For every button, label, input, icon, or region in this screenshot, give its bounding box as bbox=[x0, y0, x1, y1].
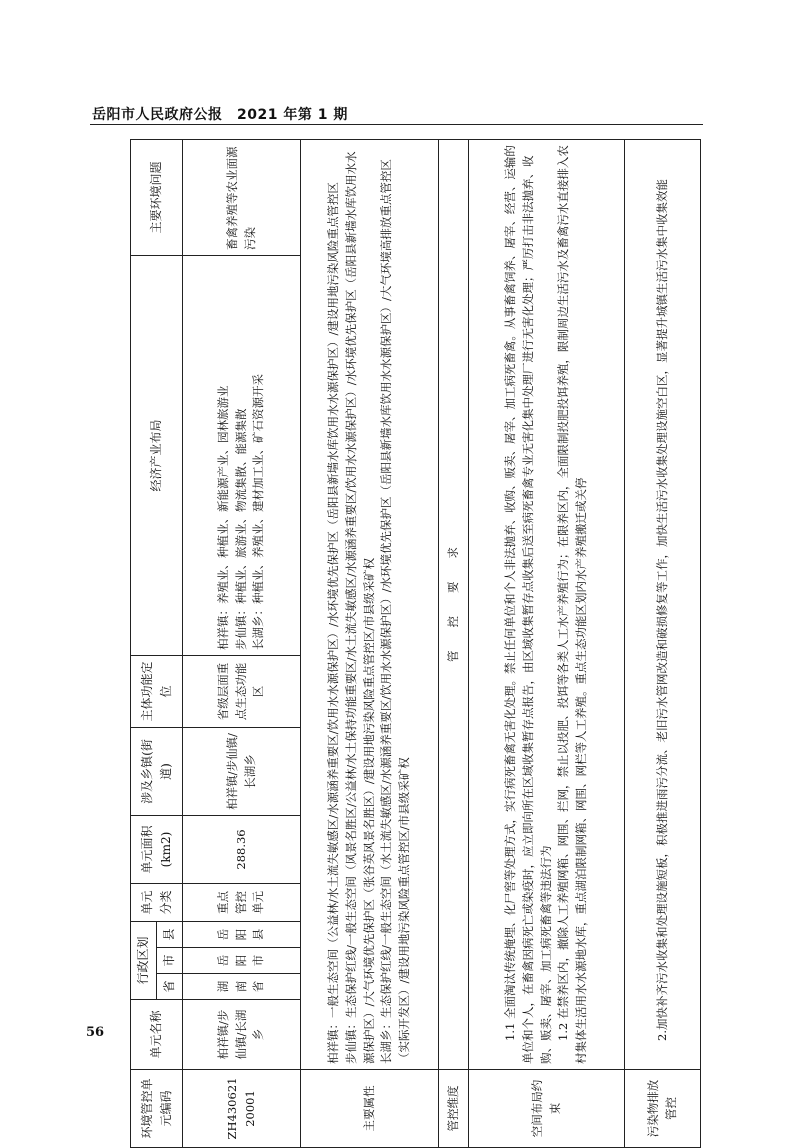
cell-area: 288.36 bbox=[183, 816, 301, 884]
attr-baixiang: 柏祥镇：一般生态空间（公益林/水土流失敏感区/水源涵养重要区/饮用水水源保护区）/水环境优先保护区（岳阳县新墙水库饮用水水源保护区）/建设用地污染风险重点管控区 bbox=[325, 182, 340, 1064]
header-county: 县 bbox=[157, 922, 183, 948]
header-province: 省 bbox=[157, 974, 183, 1000]
header-function: 主体功能定位 bbox=[131, 656, 183, 728]
pollution-item-2: 2.加快补齐污水收集和处理设施短板，积极推进雨污分流、老旧污水管网改造和破损修复等工作，加快生活污水收集处理设施空白区，显著提升城镇生活污水集中收集效能 bbox=[654, 179, 669, 1041]
attr-label: 主要属性 bbox=[301, 1070, 439, 1148]
cell-code: ZH43062120001 bbox=[183, 1070, 301, 1148]
header-city: 市 bbox=[157, 948, 183, 974]
cell-county: 岳阳县 bbox=[183, 922, 301, 948]
cell-city: 岳阳市 bbox=[183, 948, 301, 974]
industry-changhu: 长湖乡：种植业、养殖业、建材加工业、矿石资源开采 bbox=[251, 374, 266, 650]
header-category: 单元分类 bbox=[131, 884, 183, 922]
pollution-label: 污染物排放管控 bbox=[625, 1070, 701, 1148]
spatial-item-2: 1.2 在禁养区内，撤除人工养殖网箱、网围、拦网，禁止以投肥、投饵等各类人工水产养殖行为；在限养区内，全面限制投肥投饵养殖，限制周边生活污水及畜禽污水直接排入农村集体生活用水水源地水库，重点湖泊限制网箱、网围、网栏等人工养殖。重点生态功能区划内水产养殖搬迁或关停 bbox=[556, 145, 589, 1064]
header-title: 岳阳市人民政府公报 2021 年第 1 期 bbox=[92, 107, 348, 123]
spatial-label: 空间布局约束 bbox=[469, 1070, 625, 1148]
header-admin: 行政区划 bbox=[131, 922, 157, 1000]
control-unit-table bbox=[130, 139, 701, 1148]
cell-industry bbox=[183, 256, 301, 656]
industry-buxian: 步仙镇：种植业、旅游业、物流集散、能源集散 bbox=[233, 408, 248, 650]
industry-baixiang: 柏祥镇：养殖业、种植业、新能源产业、园林旅游业 bbox=[215, 385, 230, 650]
attr-content bbox=[301, 140, 439, 1070]
header-name: 单元名称 bbox=[131, 1000, 183, 1070]
header-divider bbox=[90, 124, 703, 125]
cell-province: 湖南省 bbox=[183, 974, 301, 1000]
header-industry: 经济产业布局 bbox=[131, 256, 183, 656]
attr-buxian: 步仙镇：生态保护红线/一般生态空间（风景名胜区/公益林/水土保持功能重要区/水土流失敏感区/水源涵养重要区/饮用水水源保护区）/水环境优先保护区（岳阳县新墙水库饮用水水源保护区）/大气环境优先保护区（张谷英风景名胜区）/建设用地污染风险重点管控区/市县级采矿权 bbox=[343, 151, 376, 1064]
cell-issues: 畜禽养殖等农业面源污染 bbox=[183, 140, 301, 256]
spatial-content bbox=[469, 140, 625, 1070]
header-issues: 主要环境问题 bbox=[131, 140, 183, 256]
cell-function: 省级层面重点生态功能区 bbox=[183, 656, 301, 728]
header-towns: 涉及乡镇(街道) bbox=[131, 728, 183, 816]
cell-towns: 柏祥镇/步仙镇/长湖乡 bbox=[183, 728, 301, 816]
header-code: 环境管控单元编码 bbox=[131, 1070, 183, 1148]
spatial-item-1: 1.1 全面淘汰传统掩埋、化尸窖等处理方式，实行病死畜禽无害化处理。禁止任何单位和个人非法抛弃、收购、贩卖、屠宰、加工病死畜禽。从事畜禽饲养、屠宰、经营、运输的单位和个人，在畜禽因病死亡或染疫时，应立即向所在区域收集暂存点报告，由区域收集暂存点收集后送至病死畜禽专业无害化集中处理厂进行无害化处理；严厉打击非法抛弃、收购、贩卖、屠宰、加工病死畜禽等违法行为 bbox=[502, 145, 553, 1064]
rotated-table-container bbox=[130, 140, 700, 1148]
cell-category: 重点管控单元 bbox=[183, 884, 301, 922]
attr-changhu: 长湖乡：生态保护红线/一般生态空间（水土流失敏感区/水源涵养重要区/饮用水水源保护区）/水环境优先保护区（岳阳县新墙水库饮用水水源保护区）/大气环境高排放重点管控区（实际开发区）/建设用地污染风险重点管控区/市县级采矿权 bbox=[379, 159, 412, 1064]
dim-label: 管控维度 bbox=[439, 1070, 469, 1148]
page-number: 56 bbox=[86, 1025, 105, 1040]
cell-name: 柏祥镇/步仙镇/长湖乡 bbox=[183, 1000, 301, 1070]
header-area: 单元面积(km2) bbox=[131, 816, 183, 884]
req-label: 管 控 要 求 bbox=[439, 140, 469, 1070]
pollution-content bbox=[625, 140, 701, 1070]
